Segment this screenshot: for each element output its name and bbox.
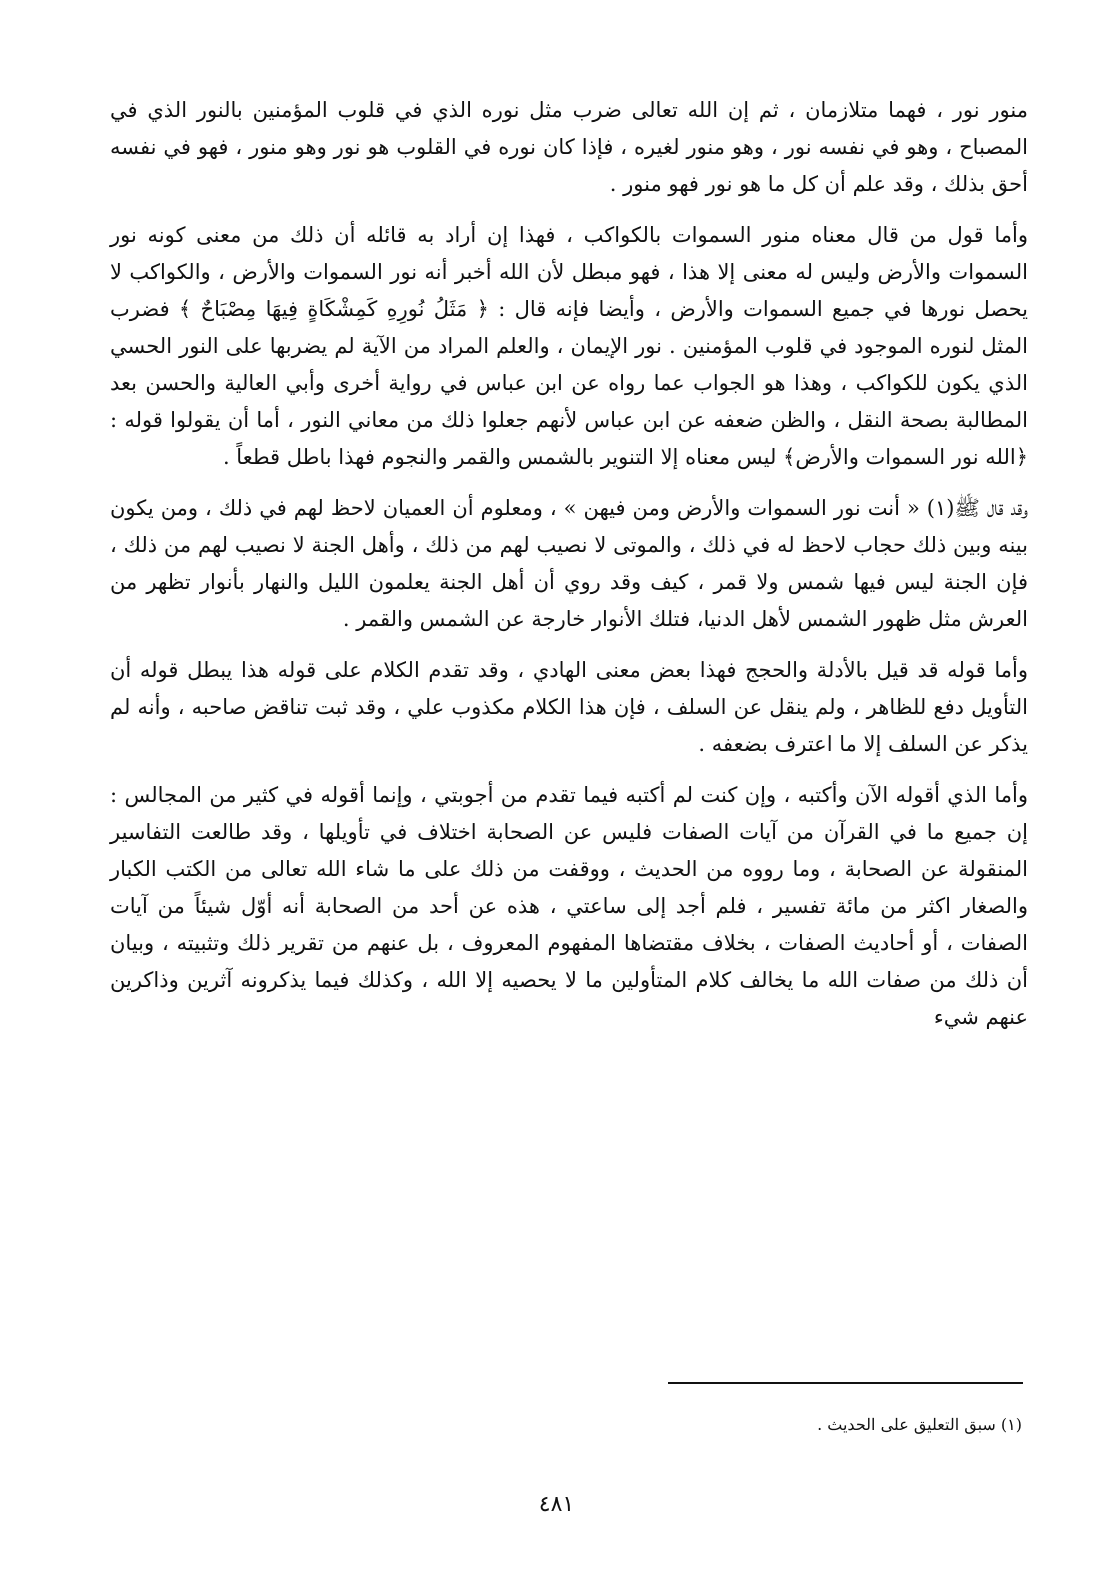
paragraph-5: وأما الذي أقوله الآن وأكتبه ، وإن كنت لم أكتبه فيما تقدم من أجوبتي ، وإنما أقوله في كثير من المجالس : إن جميع ما في القرآن من آيات الصفات فليس عن الصحابة اختلاف في تأويلها ، وقد طالعت التفاسير المنقولة عن الصحابة ، وما رووه من الحديث ، ووقفت من ذلك على ما شاء الله تعالى من الكتب الكبار والصغار اكثر من مائة تفسير ، فلم أجد إلى ساعتي ، هذه عن أحد من الصحابة أنه أوّل شيئاً من آيات الصفات ، أو أحاديث الصفات ، بخلاف مقتضاها المفهوم المعروف ، بل عنهم من تقرير ذلك وتثبيته ، وبيان أن ذلك من صفات الله ما يخالف كلام المتأولين ما لا يحصيه إلا الله ، وكذلك فيما يذكرونه آثرين وذاكرين عنهم شيء: [110, 783, 1028, 1029]
paragraph-4: وأما قوله قد قيل بالأدلة والحجج فهذا بعض معنى الهادي ، وقد تقدم الكلام على قوله هذا يبطل قوله أن التأويل دفع للظاهر ، ولم ينقل عن السلف ، فإن هذا الكلام مكذوب علي ، وقد ثبت تناقض صاحبه ، وأنه لم يذكر عن السلف إلا ما اعترف بضعفه .: [110, 658, 1028, 756]
paragraph-3: وقد قال ﷺ(١) « أنت نور السموات والأرض ومن فيهن » ، ومعلوم أن العميان لاحظ لهم في ذلك ، ومن يكون بينه وبين ذلك حجاب لاحظ له في ذلك ، والموتى لا نصيب لهم من ذلك ، وأهل الجنة لا نصيب لهم من ذلك ، فإن الجنة ليس فيها شمس ولا قمر ، كيف وقد روي أن أهل الجنة يعلمون الليل والنهار بأنوار تظهر من العرش مثل ظهور الشمس لأهل الدنيا، فتلك الأنوار خارجة عن الشمس والقمر .: [110, 496, 1029, 631]
main-text: [110, 92, 1028, 1050]
paragraph-2: وأما قول من قال معناه منور السموات بالكواكب ، فهذا إن أراد به قائله أن ذلك من معنى كونه نور السموات والأرض وليس له معنى إلا هذا ، فهو مبطل لأن الله أخبر أنه نور السموات والأرض ، والكواكب لا يحصل نورها في جميع السموات والأرض ، وأيضا فإنه قال : ﴿ مَثَلُ نُورِهِ كَمِشْكَاةٍ فِيهَا مِصْبَاحٌ ﴾ فضرب المثل لنوره الموجود في قلوب المؤمنين . نور الإيمان ، والعلم المراد من الآية لم يضربها على النور الحسي الذي يكون للكواكب ، وهذا هو الجواب عما رواه عن ابن عباس في رواية أخرى وأبي العالية والحسن بعد المطالبة بصحة النقل ، والظن ضعفه عن ابن عباس لأنهم جعلوا ذلك من معاني النور ، أما أن يقولوا قوله : ﴿الله نور السموات والأرض﴾ ليس معناه إلا التنوير بالشمس والقمر والنجوم فهذا باطل قطعاً .: [110, 223, 1028, 469]
page-number: ٤٨١: [538, 1492, 575, 1517]
footnote: (١) سبق التعليق على الحديث .: [817, 1415, 1022, 1434]
paragraph-1: منور نور ، فهما متلازمان ، ثم إن الله تعالى ضرب مثل نوره الذي في قلوب المؤمنين بالنور الذي في المصباح ، وهو في نفسه نور ، وهو منور لغيره ، فإذا كان نوره في القلوب هو نور وهو منور ، فهو في نفسه أحق بذلك ، وقد علم أن كل ما هو نور فهو منور .: [110, 98, 1028, 196]
footnote-separator: [668, 1382, 1023, 1384]
